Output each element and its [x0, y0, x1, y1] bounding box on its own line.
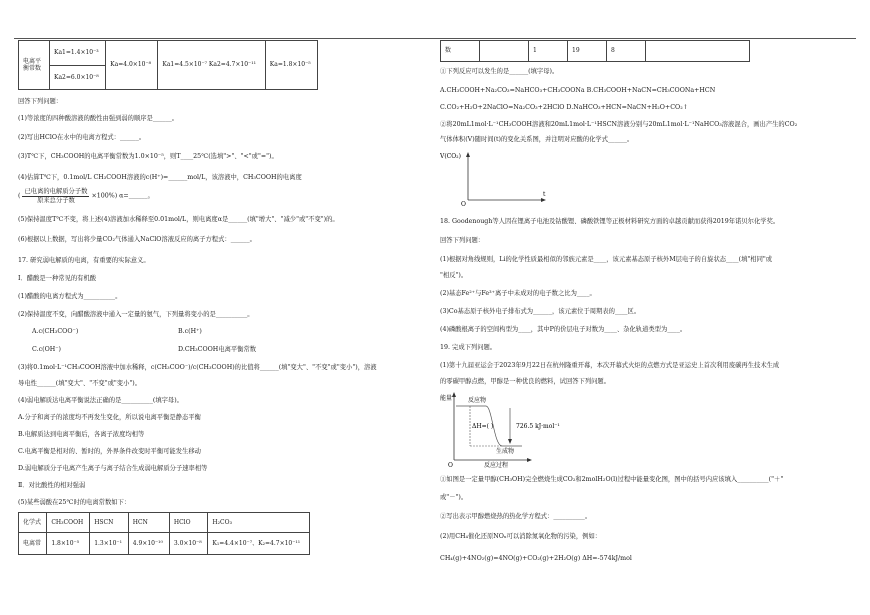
text-line: ②写出表示甲醇燃烧热的热化学方程式：__________。: [440, 513, 592, 520]
text-line: (2)保持温度不变，向醋酸溶液中通入一定量的氨气，下列量将变小的是__________。: [18, 311, 254, 318]
ka-cell: Ka1=4.5×10⁻⁷ Ka2=4.7×10⁻¹¹: [158, 41, 265, 90]
text-line: (3)Co基态原子核外电子排布式为______，该元素位于周期表的____区。: [440, 308, 641, 315]
ka-cell: Ka=4.0×10⁻⁸: [106, 41, 158, 90]
text-line: 回答下列问题：: [18, 98, 63, 105]
text-line: 18. Goodenough等人因在锂离子电池及钴酸锂、磷酸铁锂等正极材料研究方面的卓越贡献而获得2019年诺贝尔化学奖。: [440, 218, 780, 225]
ka-table-header: 电离平衡常数: [19, 41, 50, 90]
text-line: (4)磷酸根离子的空间构型为____，其中P的价层电子对数为____、杂化轨道类型为____。: [440, 326, 687, 333]
text-line: (6)根据以上数据，写出将少量CO₂气体通入NaClO溶液反应的离子方程式：______。: [18, 236, 256, 243]
ka-cell: Ka1=1.4×10⁻³: [50, 41, 106, 66]
acid-head: 化学式: [19, 513, 47, 533]
option: B.c(H⁺): [178, 328, 202, 335]
option: A.c(CH₃COO⁻): [32, 328, 79, 335]
acid-cell: 1.3×10⁻¹: [90, 533, 129, 555]
acid-head: CH₃COOH: [47, 513, 90, 533]
text-line: A.CH₃COOH+Na₂CO₃=NaHCO₃+CH₃COONa B.CH₃COOH+NaCN=CH₃COONa+HCN: [440, 87, 716, 94]
option: C.c(OH⁻): [32, 346, 62, 353]
text-line: B.电解质达到电离平衡后，各离子浓度均相等: [18, 431, 145, 438]
graph-xlabel: t: [543, 191, 546, 198]
acid-head: H₂CO₃: [208, 513, 310, 533]
text-line: ②将20mL1mol·L⁻¹CH₃COOH溶液和20mL1mol·L⁻¹HSCN溶液分别与20mL1mol·L⁻¹NaHCO₃溶液混合，画出产生的CO₂: [440, 121, 798, 128]
text-line: 19. 完成下列问题。: [440, 344, 497, 351]
text-line: (4)弱电解质达电离平衡说法正确的是__________(填字母)。: [18, 397, 183, 404]
text-line: (2)用CH₄催化还原NOₓ可以消除氮氧化物的污染，例如：: [440, 533, 602, 540]
graph-ylabel: V(CO₂): [440, 153, 461, 160]
table-cell: [480, 41, 529, 62]
table-cell: 1: [529, 41, 568, 62]
text-line: Ⅱ．对比酸性的相对强弱: [18, 482, 86, 489]
text-line: C.CO₂+H₂O+2NaClO=Na₂CO₃+2HClO D.NaHCO₃+HCN=NaCN+H₂O+CO₂↑: [440, 104, 688, 111]
text-line: 17. 研究弱电解质的电离，有重要的实际意义。: [18, 257, 150, 264]
text-line: (2)写出HClO在水中的电离方程式：______。: [18, 134, 146, 141]
text-line: Ⅰ．醋酸是一种常见的有机酸: [18, 275, 97, 282]
graph-origin: O: [461, 201, 466, 208]
text-line: (5)某些弱酸在25℃时的电离常数如下：: [18, 499, 131, 506]
energy-diagram: [440, 390, 590, 468]
text-line: ①下列反应可以发生的是______(填字母)。: [440, 68, 559, 75]
energy-products: 生成物: [496, 448, 515, 455]
table-cell: 19: [568, 41, 607, 62]
top-rule: [14, 38, 856, 39]
top-table-fragment: [440, 40, 750, 62]
energy-value: 726.5 kJ·mol⁻¹: [516, 423, 560, 430]
text-line: (3)将0.1mol·L⁻¹CH₃COOH溶液中加水稀释，c(CH₃COO⁻)/c(CH₃COOH)的比值将______(填"变大"、"不变"或"变小")，溶液: [18, 364, 377, 371]
acid-table: [18, 512, 310, 555]
text-line: (3)T℃下，CH₃COOH的电离平衡常数为1.0×10⁻⁵，则T____25℃(选填">"、"<"或"=")。: [18, 153, 278, 160]
acid-cell: 1.8×10⁻⁵: [47, 533, 90, 555]
text-line: ①如图是一定量甲醇(CH₃OH)完全燃烧生成CO₂和2molH₂O(l)过程中能量变化图，图中的括号内应该填入__________("＋": [440, 476, 784, 483]
acid-head: HSCN: [90, 513, 129, 533]
fraction: $\frac{\text{已电离的电解质分子数}}{\text{原来总分子数}}$: [24, 188, 88, 204]
text-line: D.弱电解质分子电离产生离子与离子结合生成弱电解质分子速率相等: [18, 465, 208, 472]
energy-dh: ΔH=( ): [472, 423, 494, 430]
text-line: 的零碳甲醇点燃，甲醇是一种优良的燃料，试回答下列问题。: [440, 378, 611, 385]
text-line: "相反")。: [440, 272, 468, 279]
table-label: 数: [441, 41, 480, 62]
table-cell: [646, 41, 750, 62]
text-line: (5)保持温度T℃不变，将上述(4)溶液加水稀释至0.01mol/L，则电离度α是______(填"增大"、"减少"或"不变")的。: [18, 216, 339, 223]
acid-cell: 4.9×10⁻¹⁰: [128, 533, 169, 555]
text-line: 气体体积(V)随时间(t)的变化关系图，并注明对应酸的化学式______。: [440, 136, 634, 143]
energy-ylabel: 能量: [440, 395, 453, 402]
energy-origin: O: [448, 462, 453, 468]
text-line: C.电离平衡是相对的、暂时的，外界条件改变时平衡可能发生移动: [18, 448, 201, 455]
text-line: CH₄(g)+4NO₂(g)=4NO(g)+CO₂(g)+2H₂O(g) ΔH=-574kJ/mol: [440, 555, 632, 562]
text-line: (4)估算T℃下，0.1mol/L CH₃COOH溶液的c(H⁺)=______mol/L，该溶液中，CH₃COOH的电离度: [18, 174, 302, 181]
acid-cell: K₁=4.4×10⁻⁷、K₂=4.7×10⁻¹¹: [208, 533, 310, 555]
acid-head: HCN: [128, 513, 169, 533]
text-line: 或"－")。: [440, 494, 468, 501]
text-line: A.分子和离子的浓度均不再发生变化，所以说电离平衡是静态平衡: [18, 414, 201, 421]
energy-reactants: 反应物: [468, 397, 487, 404]
text-line: (1)第十九届亚运会于2023年9月22日在杭州隆重开幕，本次开幕式火炬的点燃方式是亚运史上首次利用废碳再生技术生成: [440, 362, 780, 369]
table-cell: 8: [607, 41, 646, 62]
text-line: (1)根据对角线规则，Li的化学性质最相似的邻族元素是____，该元素基态原子核外M层电子的自旋状态____(填"相同"或: [440, 256, 773, 263]
v-t-graph: [440, 150, 550, 208]
text-line: (1)等浓度的四种酸溶液的酸性由强到弱的顺序是______。: [18, 115, 179, 122]
acid-cell: 3.0×10⁻⁸: [169, 533, 208, 555]
ka-cell: Ka=1.8×10⁻⁵: [265, 41, 317, 90]
ka-table: [18, 40, 318, 90]
text-line: 回答下列问题：: [440, 237, 485, 244]
fraction-line: ( $\frac{\text{已电离的电解质分子数}}{\text{原来总分子数}}$ ×100%) α=______。: [18, 188, 154, 204]
option: D.CH₃COOH电离平衡常数: [178, 346, 257, 353]
text-line: 导电性______(填"变大"、"不变"或"变小")。: [18, 380, 142, 387]
energy-xlabel: 反应过程: [484, 462, 509, 468]
ka-cell: Ka2=6.0×10⁻⁸: [50, 65, 106, 90]
text-line: (2)基态Fe²⁺与Fe³⁺离子中未成对的电子数之比为____。: [440, 290, 596, 297]
acid-row-label: 电离常: [19, 533, 47, 555]
text-line: (1)醋酸的电离方程式为__________。: [18, 293, 122, 300]
acid-head: HClO: [169, 513, 208, 533]
